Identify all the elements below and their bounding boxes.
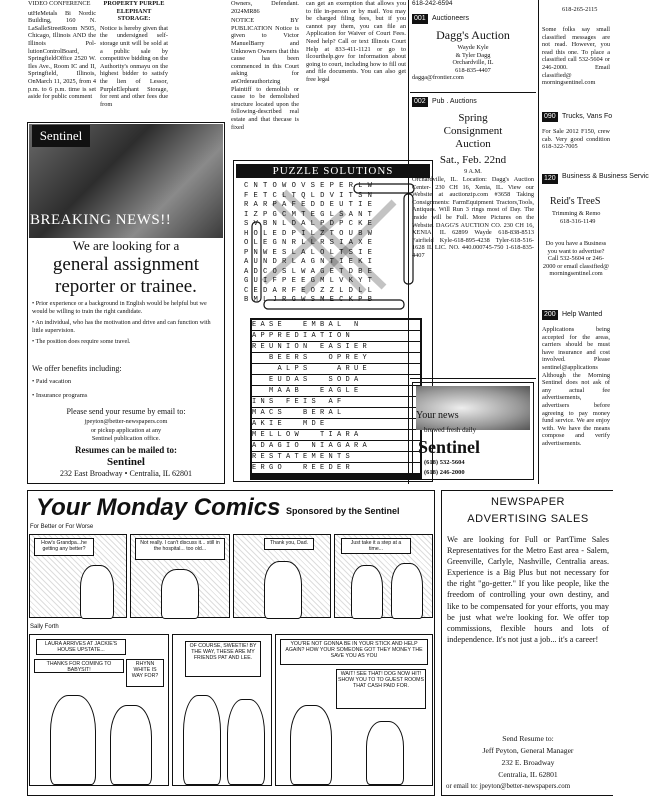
ad-send-title: Please send your resume by email to:	[66, 407, 186, 416]
speech-bubble: YOU'RE NOT GONNA BE IN YOUR STICK AND HELP AGAIN? HOW YOUR SOMEONE GOT THEY MONEY THE SAVE YOU AS YOU	[280, 639, 428, 665]
legal-col-4-body: can get an exemption that allows you to file in-person or by mail. You may be charged filing fees, but if you cannot pay them, you can file an Application for Waiver of Court Fees. Need help? Call or text Illinois Court Help at 833-411-1121 or go to ilcourthelp.gov for information about going to court, including how to fill out and file documents. You can also get free legal	[306, 0, 406, 83]
legal-col-2	[100, 0, 168, 118]
sales-addr-2: Centralia, IL 62801	[498, 770, 558, 779]
ad-bullet: • The position does require some travel.	[32, 338, 131, 346]
character-figure	[290, 705, 332, 785]
section-title: Auctioneers	[432, 15, 469, 22]
crossword-row: ERGO REEDER	[252, 463, 420, 473]
character-figure	[227, 699, 265, 785]
wordsearch-row: CEDARFEOZZLDLL	[244, 286, 378, 295]
reid-line: Trimming & Remo	[552, 210, 601, 217]
spring-line: Spring	[458, 112, 488, 124]
news-ad-line-2: brewed fresh daily	[424, 426, 477, 434]
comic-panel	[334, 534, 433, 618]
wordsearch-row: SVBNLDALPDPCKE	[244, 220, 378, 228]
ad-bullet: • An individual, who has the motivation and drive and can function with little supervision.	[32, 319, 211, 334]
wordsearch-row: RARPAFEDDEUTIE	[244, 201, 378, 209]
sale-time: 9 A.M.	[464, 168, 482, 175]
dagg-line: 618-835-4407	[455, 66, 491, 74]
wordsearch-row: GUIFPEEGMLVKYT	[244, 277, 378, 285]
strip-2-name: Sally Forth	[30, 624, 59, 630]
crossword-row: MAAB EAGLE	[252, 386, 420, 396]
ad-sentinel-logo-small: Sentinel	[107, 456, 145, 468]
character-figure	[80, 565, 114, 619]
speech-bubble: Not really. I can't discuss it... still in the hospital... too old...	[135, 538, 225, 560]
speech-bubble: LAURA ARRIVES AT JACKIE'S HOUSE UPSTATE...	[36, 639, 126, 655]
section-number: 200	[544, 311, 556, 318]
wordsearch-row: ADCOSLWAGETDBE	[244, 267, 378, 276]
dagg-title: Dagg's Auction	[436, 28, 510, 42]
wordsearch-row: AUNDRLAGNTIEKI	[244, 258, 378, 266]
classified-phone: 618-242-6594	[412, 0, 453, 7]
news-ad-line-1: Your news	[416, 410, 459, 421]
speech-bubble: OF COURSE, SWEETIE! BY THE WAY, THESE ARE MY FRIENDS PAT AND LEE.	[185, 641, 261, 677]
character-figure	[183, 695, 221, 785]
speech-bubble: How's Grandpa...he getting any better?	[34, 538, 94, 556]
ad-benefit-2: • Insurance programs	[32, 392, 88, 399]
wordsearch-row: FETCLTQLDVITSN	[244, 191, 378, 200]
ad-mail-title: Resumes can be mailed to:	[75, 445, 177, 455]
sale-date: Sat., Feb. 22nd	[439, 154, 507, 166]
wordsearch-row: HOLEDPILZTOUBW	[244, 229, 378, 238]
coffee-cup-icon	[416, 386, 530, 430]
speech-bubble: RHYNN WHITE IS WAY FOR?	[126, 659, 164, 687]
spring-line: Consignment	[443, 125, 503, 137]
dagg-line: Orchardville, IL	[452, 59, 494, 67]
sales-title-2: ADVERTISING SALES	[467, 513, 589, 525]
news-ad-phone-1: (618) 532-5604	[424, 459, 465, 466]
legal-col-3-body: NOTICE BY PUBLICATION Notice is given to Victor ManuelBarry and Unknown Owners that this cause has been commenced in this Court asking for anOrderauthorizing Plaintiff to demolish or cause to be demolished structure located upon the following-described real estate and that thecase is fixed	[231, 17, 299, 131]
legal-col-2-body: Notice is hereby given that the undersigned self-storage unit will be sold at a public sale by competitive bidding on the Authority's onmayu on the highest bidder to satisfy the lien of Lessor, PurpleElephant Storage, for rent and other fees due from	[100, 24, 168, 108]
sales-name: Jeff Peyton, General Manager	[482, 746, 574, 755]
dagg-line: & Tyler Dagg	[455, 51, 491, 59]
character-figure	[366, 721, 404, 785]
section-title: Help Wanted	[562, 311, 603, 318]
sale-body: Orchardville, IL. Location: Dagg's Auction Center- 230 CH 16, Xenia, IL. View our Website at auctionzip.com #3658 Taking Consignments: FarmEquipment Tractors,Tools, Antiques. Will Run 3 rings most of Day. The inside will be Full. More Pictures on the Website. DAGG'S AUCTION CO. 230 CH 16, XENIA, IL 62899 Wayde 618-838-8513 Fairfield Kyle-618-895-4238 Tyler-618-516-1628 IL LIC. NO. 440.000745-750 1-618-835-4407	[412, 176, 534, 259]
crossword-row: ALPS ARUE	[252, 364, 420, 374]
ad-pickup-1: or pickup application at any	[90, 427, 162, 434]
advertise-note: Do you have a Business you want to advertise? Call 532-5604 or 246-2000 or email classified@ morningsentinel.com	[542, 240, 610, 278]
reid-title: Reid's TreeS	[550, 196, 601, 207]
wordsearch-loops	[244, 182, 422, 310]
legal-col-3	[231, 0, 299, 155]
comic-panel	[172, 634, 272, 786]
legal-col-1-header: VIDEO CONFERENCE	[28, 0, 91, 7]
comic-panel	[233, 534, 331, 618]
ad-benefit-1: • Paid vacation	[32, 378, 72, 385]
wordsearch-row: IZPGCMTEGLSANT	[244, 210, 378, 219]
help-wanted-body: Applications being accepted for the areas, carriers should be must have insurance and cost involved. Please sentinel@applications Although the Morning Sentinel does not ask of any actual fee advertisements, advertisers before agreeing to pay money fund service. We are enjoy with. We have the means compose and verify advertisements.	[542, 326, 610, 447]
section-number: 090	[544, 113, 556, 120]
spring-line: Auction	[455, 138, 491, 150]
column-rule	[538, 0, 539, 484]
ad-looking-line: We are looking for a	[72, 238, 180, 253]
character-figure	[391, 563, 423, 619]
legal-col-4	[306, 0, 406, 155]
divider	[410, 378, 536, 379]
reid-line: 618-316-1149	[560, 218, 596, 225]
ad-bullet: • Prior experience or a background in English would be helpful but we would be willing to train the right candidate.	[32, 300, 207, 315]
crossword-grid	[250, 318, 422, 480]
character-figure	[264, 561, 302, 619]
spring-auction-title	[412, 112, 534, 151]
far-phone: 618-265-2115	[562, 6, 598, 13]
wordsearch-row: CNTOWOVSEPERLW	[244, 182, 378, 190]
ad-headline-1: general assignment	[52, 254, 200, 275]
speech-bubble: THANKS FOR COMING TO BABYSIT!	[34, 659, 124, 673]
crossword-row: MELLOW TIARA	[252, 430, 420, 440]
dagg-line: dagga@frontier.com	[412, 74, 464, 82]
ad-benefits-title: We offer benefits including:	[32, 364, 122, 373]
comic-panel	[130, 534, 230, 618]
ad-email: jpeyton@better-newspapers.com	[84, 418, 168, 425]
comic-panel	[29, 634, 169, 786]
strip-1-name: For Better or For Worse	[30, 524, 94, 530]
news-ad-phone-2: (618) 246-2000	[424, 469, 465, 476]
ad-pickup-2: Sentinel publication office.	[91, 435, 161, 442]
comics-title: Your Monday Comics	[36, 494, 281, 521]
sales-title-1: NEWSPAPER	[491, 496, 565, 508]
column-rule	[408, 0, 409, 484]
speech-bubble: WAIT! SEE THAT! DOG NOW HIT! SHOW YOU TO TO GUEST ROOMS THAT CASH PAID FOR.	[336, 669, 426, 709]
legal-col-2-header: PROPERTY PURPLE ELEPHANT STORAGE:	[103, 0, 165, 23]
crossword-row: EUDAS SODA	[252, 375, 420, 385]
wordsearch-row: PNWESLALOLTSIE	[244, 248, 378, 257]
crossword-row: REUNION EASIER	[252, 342, 420, 352]
truck-body: For Sale 2012 F150, crew cab. Very good condition 618-322-7005	[542, 128, 610, 151]
section-title: Pub . Auctions	[432, 98, 477, 105]
breaking-news-banner: BREAKING NEWS!!	[30, 212, 172, 228]
sales-send: Send Resume to:	[502, 734, 554, 743]
comic-panel	[29, 534, 127, 618]
crossword-row: AKIE MDE	[252, 419, 420, 429]
crossword-row: RESTATEMENTS	[252, 452, 420, 462]
sales-body: We are looking for Full or PartTime Sales Representatives for the Metro East area - Salem, Greenville, Carlyle, Nashville, Centralia areas. Experience is a Big Plus but not necessary for the right "go-getter." If you like people, like the freedom of controlling your own destiny, and like to be compensated for your efforts, you may be just what we're looking for. We offer top commissions, flexible hours and lots of independence. It's not just a job... it's a career!	[447, 535, 609, 644]
sales-email: or email to: jpeyton@better-newspapers.com	[446, 783, 571, 790]
comic-panel	[275, 634, 433, 786]
character-figure	[110, 705, 152, 785]
comics-sponsor: Sponsored by the Sentinel	[286, 506, 400, 516]
puzzle-title: PUZZLE SOLUTIONS	[236, 164, 430, 178]
speech-bubble: Thank you, Dad.	[264, 538, 314, 550]
character-figure	[50, 695, 96, 785]
ad-bullets	[32, 300, 220, 346]
crossword-row: EASE EMBAL N	[252, 320, 420, 330]
section-title: Trucks, Vans Fo	[562, 113, 613, 120]
character-figure	[351, 565, 383, 619]
crossword-row: ADAGIO NIAGARA	[252, 441, 420, 451]
wordsearch-row: OLEGNRLLRSIAXE	[244, 239, 378, 247]
crossword-row: INS FEIS AF	[252, 397, 420, 407]
crossword-row: MACS BERAL	[252, 408, 420, 418]
sentinel-logo: Sentinel	[32, 125, 90, 147]
ad-address: 232 East Broadway • Centralia, IL 62801	[59, 469, 193, 478]
character-figure	[161, 569, 199, 619]
legal-col-3-header: Owners, Defendant. 2024MR86	[231, 0, 299, 15]
sales-addr-1: 232 E. Broadway	[501, 758, 555, 767]
news-ad-logo: Sentinel	[418, 437, 481, 457]
section-number: 002	[414, 98, 426, 105]
crossword-row: BEERS OPREY	[252, 353, 420, 363]
section-number: 120	[544, 175, 556, 182]
section-number: 001	[414, 15, 426, 22]
divider	[410, 92, 536, 93]
wordsearch-row: BMLJRGWSMECKPB	[244, 296, 378, 304]
far-body: Some folks say small classified messages are not read. However, you read this one. To place a classified call 532-5604 or 246-2000. Email classified@ morningsentinel.com	[542, 26, 610, 87]
legal-col-1-body: utHeMetals Bi Nordic Building, 160 N. LaSalleStreetRoom N505, Chicago, Illinois AND the Illinois Pol- lutionControlBoard, SpringfieldOffice 2520 W. Iles Ave., Room IC and II, Springfield, Illinois, OnMarch 11, 2025, from 4 p.m. to 6 p.m. time is set aside for public comment	[28, 9, 96, 101]
legal-col-1	[28, 0, 96, 118]
section-title: Business & Business Servic	[562, 173, 649, 180]
speech-bubble: Just take it a step at a time...	[341, 538, 411, 554]
dagg-info	[412, 44, 534, 82]
crossword-row: APPREDIATION	[252, 331, 420, 341]
dagg-line: Wayde Kyle	[457, 44, 489, 51]
ad-headline-2: reporter or trainee.	[55, 276, 197, 297]
